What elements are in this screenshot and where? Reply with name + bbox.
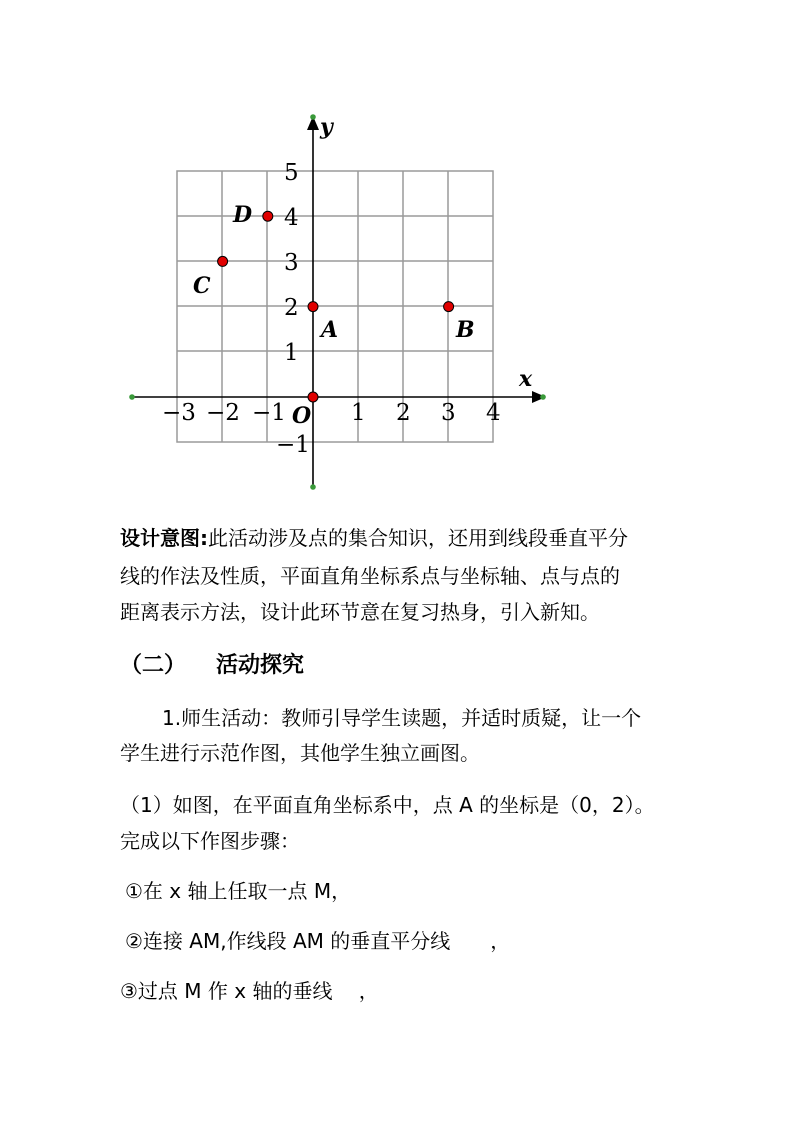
y-axis-label: y bbox=[320, 114, 333, 140]
point-c bbox=[218, 256, 228, 266]
y-tick-label: 5 bbox=[284, 160, 299, 186]
design-intent-text-1: 此活动涉及点的集合知识，还用到线段垂直平分 bbox=[208, 526, 628, 550]
step-3: ③过点 M 作 x 轴的垂线 ， bbox=[120, 979, 379, 1003]
step-2: ②连接 AM,作线段 AM 的垂直平分线 ， bbox=[125, 929, 511, 953]
point-b-label: B bbox=[456, 317, 475, 343]
design-intent-title: 设计意图 bbox=[120, 526, 200, 550]
design-intent-line-2: 线的作法及性质，平面直角坐标系点与坐标轴、点与点的 bbox=[120, 564, 620, 588]
problem-line-2: 完成以下作图步骤： bbox=[120, 829, 300, 853]
design-intent-colon: : bbox=[200, 526, 208, 550]
point-d-label: D bbox=[233, 202, 253, 228]
x-tick-label: 2 bbox=[396, 400, 411, 426]
x-tick-label: −1 bbox=[252, 400, 286, 426]
x-tick-label: 3 bbox=[441, 400, 456, 426]
axes bbox=[132, 118, 542, 487]
point-c-label: C bbox=[193, 273, 211, 299]
coordinate-figure bbox=[0, 0, 794, 520]
section-heading bbox=[120, 648, 304, 684]
point-a-label: A bbox=[321, 317, 339, 343]
y-tick-label: 4 bbox=[284, 205, 299, 231]
step-1: ①在 x 轴上任取一点 M， bbox=[125, 879, 352, 903]
point-b bbox=[444, 302, 454, 312]
design-intent-line-3: 距离表示方法，设计此环节意在复习热身，引入新知。 bbox=[120, 600, 600, 624]
problem-line-1: （1）如图，在平面直角坐标系中，点 A 的坐标是（0，2）。 bbox=[120, 793, 655, 817]
point-d bbox=[263, 211, 273, 221]
x-tick-label: −3 bbox=[162, 400, 196, 426]
y-tick-label: 3 bbox=[284, 250, 299, 276]
activity-line-1: 1.师生活动：教师引导学生读题，并适时质疑，让一个 bbox=[162, 706, 642, 730]
x-tick-label: 4 bbox=[486, 400, 501, 426]
design-intent-line-1 bbox=[120, 520, 628, 556]
y-tick-label: −1 bbox=[276, 432, 310, 458]
activity-line-2: 学生进行示范作图，其他学生独立画图。 bbox=[120, 741, 480, 765]
section-number: （二） bbox=[120, 653, 187, 678]
point-a bbox=[308, 302, 318, 312]
origin-label: O bbox=[292, 403, 312, 429]
y-tick-label: 2 bbox=[284, 295, 299, 321]
x-tick-label: 1 bbox=[351, 400, 366, 426]
y-tick-label: 1 bbox=[284, 340, 299, 366]
x-axis-label: x bbox=[519, 366, 533, 392]
section-title: 活动探究 bbox=[216, 653, 305, 678]
point-o bbox=[308, 392, 318, 402]
x-tick-label: −2 bbox=[206, 400, 240, 426]
